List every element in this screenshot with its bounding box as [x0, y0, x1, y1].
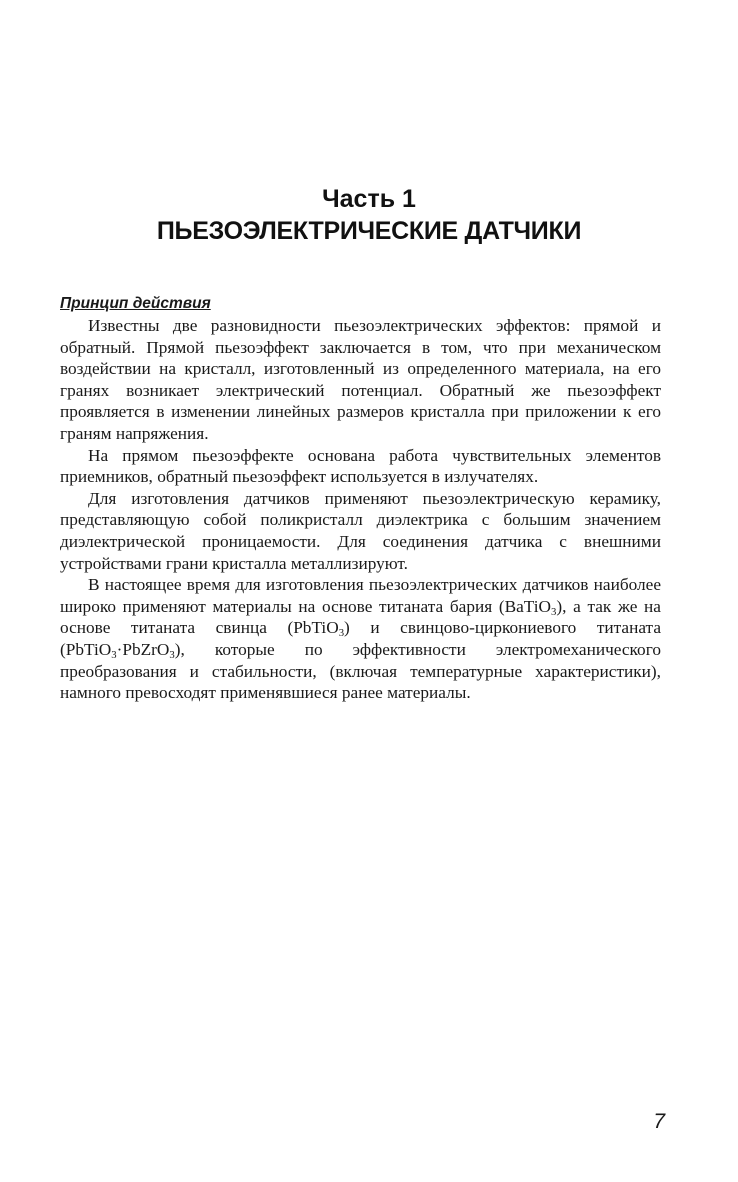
chapter-title: ПЬЕЗОЭЛЕКТРИЧЕСКИЕ ДАТЧИКИ: [156, 217, 582, 245]
text-run: ), а так же на основе титаната свинца (PbTiO: [60, 596, 661, 638]
section-heading: Принцип действия: [60, 295, 211, 312]
paragraph: На прямом пьезоэффекте основана работа чувствительных элементов приемников, обратный пьезоэффект используется в излучателях.: [60, 445, 661, 487]
paragraph: [60, 574, 661, 704]
text-run: ), которые по эффективности электромеханического преобразования и стабильности, (включая температурные характеристики), намного превосходят применявшиеся ранее материалы.: [60, 639, 661, 703]
text-run: ) и свинцово-циркониевого титаната (PbTiO: [60, 618, 661, 659]
paragraph: Для изготовления датчиков применяют пьезоэлектрическую керамику, представляющую собой поликристалл диэлектрика с большим значением диэлектрической проницаемости. Для соединения датчика с внешними устройствами грани кристалла металлизируют.: [60, 488, 661, 573]
content: [60, 293, 661, 704]
page-number: 7: [653, 1110, 665, 1133]
subscript: 3: [169, 649, 175, 662]
subscript: 3: [111, 649, 117, 662]
text-run: В настоящее время для изготовления пьезоэлектрических датчиков наиболее широко применяют материалы на основе титаната бария (BaTiO: [60, 575, 661, 616]
part-title: Часть 1: [322, 185, 416, 213]
text-run: ·PbZrO: [116, 639, 170, 659]
subscript: 3: [338, 627, 345, 640]
paragraph: Известны две разновидности пьезоэлектрических эффектов: прямой и обратный. Прямой пьезоэффект заключается в том, что при механическом воздействии на кристалл, изготовленный из определенного материала, на его гранях возникает электрический потенциал. Обратный же пьезоэффект проявляется в изменении линейных размеров кристалла при приложении к его граням напряжения.: [60, 316, 661, 443]
subscript: 3: [551, 605, 557, 618]
part-header: [0, 183, 738, 247]
body-text: [60, 315, 661, 704]
